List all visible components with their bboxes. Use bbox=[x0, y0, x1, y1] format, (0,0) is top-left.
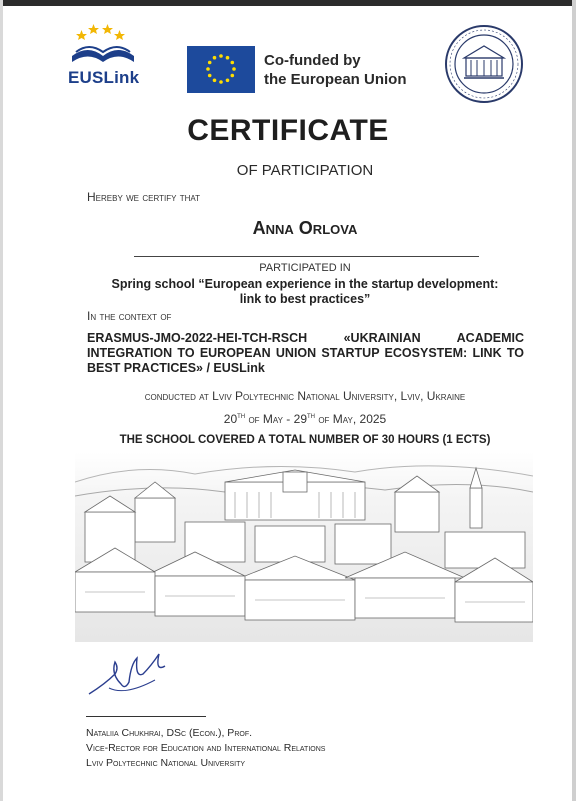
cofunded-line2: the European Union bbox=[264, 71, 407, 88]
eu-flag-icon bbox=[187, 46, 255, 93]
signatory-position: Vice-Rector for Education and International Relations bbox=[86, 742, 326, 754]
end-suffix: th bbox=[307, 411, 315, 420]
program-line2: link to best practices” bbox=[239, 292, 371, 306]
cityscape-drawing bbox=[75, 452, 533, 642]
end-rest: of May, 2025 bbox=[315, 412, 387, 426]
signatory-block bbox=[86, 726, 325, 771]
certificate-subtitle: OF PARTICIPATION bbox=[236, 162, 374, 179]
eu-stars-ring-icon bbox=[187, 46, 255, 93]
school-dates bbox=[0, 411, 576, 426]
participated-label: PARTICIPATED IN bbox=[259, 262, 351, 274]
name-underline bbox=[134, 256, 479, 257]
hereby-label: Hereby we certify that bbox=[87, 190, 201, 204]
euslink-logo bbox=[68, 22, 138, 88]
end-day: 29 bbox=[293, 412, 307, 426]
start-suffix: th bbox=[237, 411, 246, 420]
top-border bbox=[0, 0, 576, 6]
cofunded-label bbox=[264, 51, 407, 89]
cofunded-line1: Co-funded by bbox=[264, 52, 361, 69]
university-seal-icon bbox=[444, 24, 524, 104]
project-title: ERASMUS-JMO-2022-HEI-TCH-RSCH «UKRAINIAN ACADEMIC INTEGRATION TO EUROPEAN UNION STARTUP ECOSYSTEM: LINK TO BEST PRACTICES» / EUSLink bbox=[87, 331, 524, 375]
signature-image bbox=[85, 644, 175, 704]
context-label: In the context of bbox=[87, 309, 172, 323]
total-hours: THE SCHOOL COVERED A TOTAL NUMBER OF 30 HOURS (1 ECTS) bbox=[119, 434, 491, 446]
euslink-wordmark: EUSLink bbox=[68, 68, 140, 87]
start-day: 20 bbox=[223, 412, 238, 426]
certificate-title: CERTIFICATE bbox=[187, 114, 389, 147]
signatory-university: Lviv Polytechnic National University bbox=[86, 757, 246, 769]
signatory-name: Nataliia Chukhrai, DSc (Econ.), Prof. bbox=[86, 727, 253, 739]
signature-line bbox=[86, 716, 206, 717]
conducted-location: conducted at Lviv Polytechnic National University, Lviv, Ukraine bbox=[144, 389, 466, 403]
program-title bbox=[60, 277, 550, 307]
lviv-cityscape-sketch bbox=[75, 452, 533, 642]
program-line1: Spring school “European experience in the startup development: bbox=[111, 277, 499, 291]
handwritten-signature-icon bbox=[85, 644, 175, 704]
book-stars-icon bbox=[68, 22, 138, 70]
start-rest: of May - bbox=[245, 412, 294, 426]
participant-name: Anna Orlova bbox=[252, 218, 358, 238]
